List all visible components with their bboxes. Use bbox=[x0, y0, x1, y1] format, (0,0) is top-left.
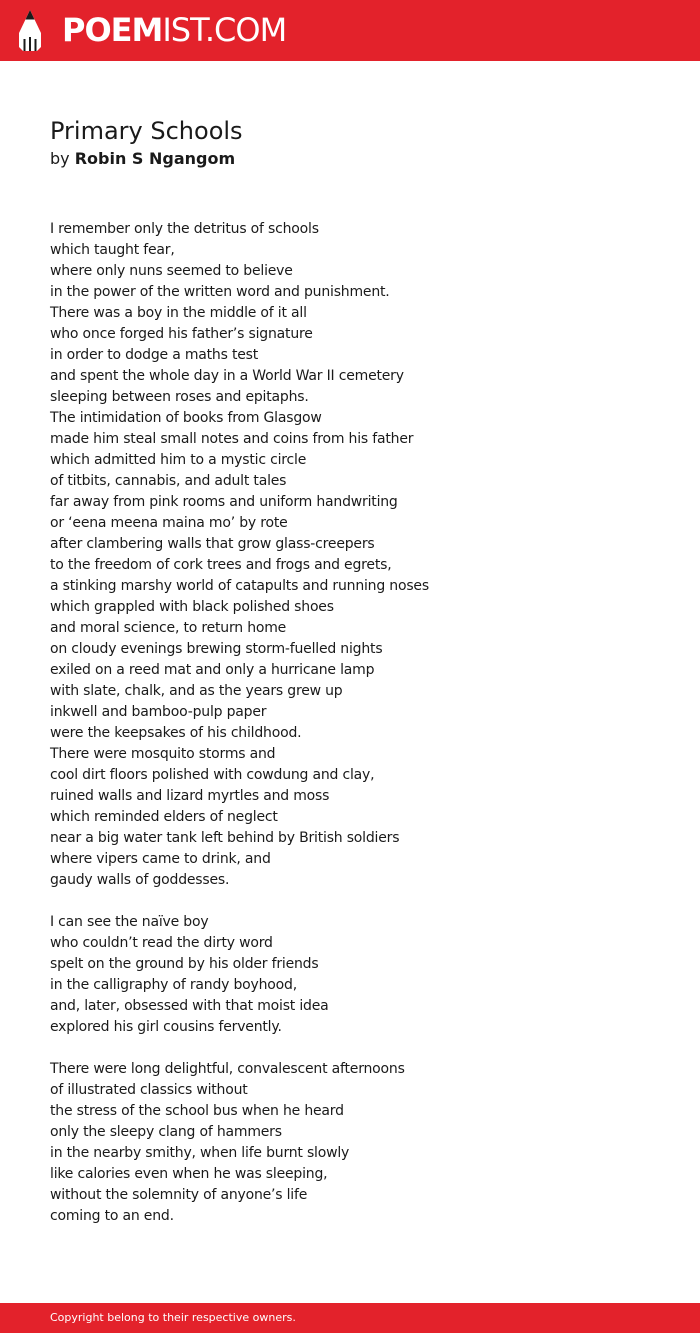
poem-stanza bbox=[50, 219, 670, 891]
poem-line: without the solemnity of anyone’s life bbox=[50, 1187, 308, 1203]
poem-stanza bbox=[50, 912, 670, 1038]
poem-line: where only nuns seemed to believe bbox=[50, 263, 293, 279]
poem-line: which reminded elders of neglect bbox=[50, 809, 278, 825]
poem-line: where vipers came to drink, and bbox=[50, 851, 271, 867]
poem-line: I can see the naïve boy bbox=[50, 914, 209, 930]
by-label: by bbox=[50, 149, 70, 168]
poem-line: the stress of the school bus when he heard bbox=[50, 1103, 344, 1119]
poem-body bbox=[50, 219, 670, 1248]
logo-text-bold: POEM bbox=[62, 11, 163, 49]
poem-stanza bbox=[50, 1059, 670, 1227]
poem-line: gaudy walls of goddesses. bbox=[50, 872, 230, 888]
poem-line: in the nearby smithy, when life burnt slowly bbox=[50, 1145, 350, 1161]
logo-text-light: IST.COM bbox=[162, 11, 287, 49]
poem-title: Primary Schools bbox=[50, 117, 243, 145]
author-name: Robin S Ngangom bbox=[74, 149, 236, 168]
poem-line: and spent the whole day in a World War II cemetery bbox=[50, 368, 404, 384]
poem-line: far away from pink rooms and uniform handwriting bbox=[50, 494, 398, 510]
site-footer bbox=[0, 1303, 700, 1333]
poem-line: of illustrated classics without bbox=[50, 1082, 248, 1098]
poem-line: and moral science, to return home bbox=[50, 620, 287, 636]
poem-line: cool dirt floors polished with cowdung and clay, bbox=[50, 767, 375, 783]
poem-line: to the freedom of cork trees and frogs and egrets, bbox=[50, 557, 392, 573]
pencil-icon[interactable] bbox=[17, 9, 43, 53]
poem-line: There were mosquito storms and bbox=[50, 746, 276, 762]
poem-line: coming to an end. bbox=[50, 1208, 174, 1224]
poem-line: only the sleepy clang of hammers bbox=[50, 1124, 282, 1140]
poem-line: with slate, chalk, and as the years grew up bbox=[50, 683, 343, 699]
byline bbox=[50, 149, 235, 169]
poem-line: spelt on the ground by his older friends bbox=[50, 956, 319, 972]
poem-line: explored his girl cousins fervently. bbox=[50, 1019, 282, 1035]
poem-line: after clambering walls that grow glass-creepers bbox=[50, 536, 375, 552]
poem-line: exiled on a reed mat and only a hurricane lamp bbox=[50, 662, 375, 678]
poem-line: which taught fear, bbox=[50, 242, 175, 258]
poem-line: a stinking marshy world of catapults and running noses bbox=[50, 578, 429, 594]
poem-line: which grappled with black polished shoes bbox=[50, 599, 334, 615]
poem-line: made him steal small notes and coins from his father bbox=[50, 431, 414, 447]
poem-line: like calories even when he was sleeping, bbox=[50, 1166, 328, 1182]
poem-line: near a big water tank left behind by British soldiers bbox=[50, 830, 400, 846]
poem-line: in order to dodge a maths test bbox=[50, 347, 259, 363]
poem-line: which admitted him to a mystic circle bbox=[50, 452, 307, 468]
site-logo[interactable] bbox=[62, 12, 286, 48]
poem-line: were the keepsakes of his childhood. bbox=[50, 725, 302, 741]
poem-line: or ‘eena meena maina mo’ by rote bbox=[50, 515, 288, 531]
poem-line: who once forged his father’s signature bbox=[50, 326, 313, 342]
poem-line: in the power of the written word and punishment. bbox=[50, 284, 390, 300]
poem-line: sleeping between roses and epitaphs. bbox=[50, 389, 309, 405]
poem-line: in the calligraphy of randy boyhood, bbox=[50, 977, 297, 993]
poem-line: I remember only the detritus of schools bbox=[50, 221, 319, 237]
poem-line: There were long delightful, convalescent afternoons bbox=[50, 1061, 405, 1077]
poem-line: The intimidation of books from Glasgow bbox=[50, 410, 322, 426]
poem-line: and, later, obsessed with that moist idea bbox=[50, 998, 329, 1014]
copyright-notice: Copyright belong to their respective owners. bbox=[50, 1311, 296, 1324]
poem-line: There was a boy in the middle of it all bbox=[50, 305, 307, 321]
poem-line: ruined walls and lizard myrtles and moss bbox=[50, 788, 330, 804]
poem-line: on cloudy evenings brewing storm-fuelled nights bbox=[50, 641, 383, 657]
poem-line: of titbits, cannabis, and adult tales bbox=[50, 473, 287, 489]
site-header bbox=[0, 0, 700, 61]
poem-line: who couldn’t read the dirty word bbox=[50, 935, 273, 951]
poem-line: inkwell and bamboo-pulp paper bbox=[50, 704, 267, 720]
